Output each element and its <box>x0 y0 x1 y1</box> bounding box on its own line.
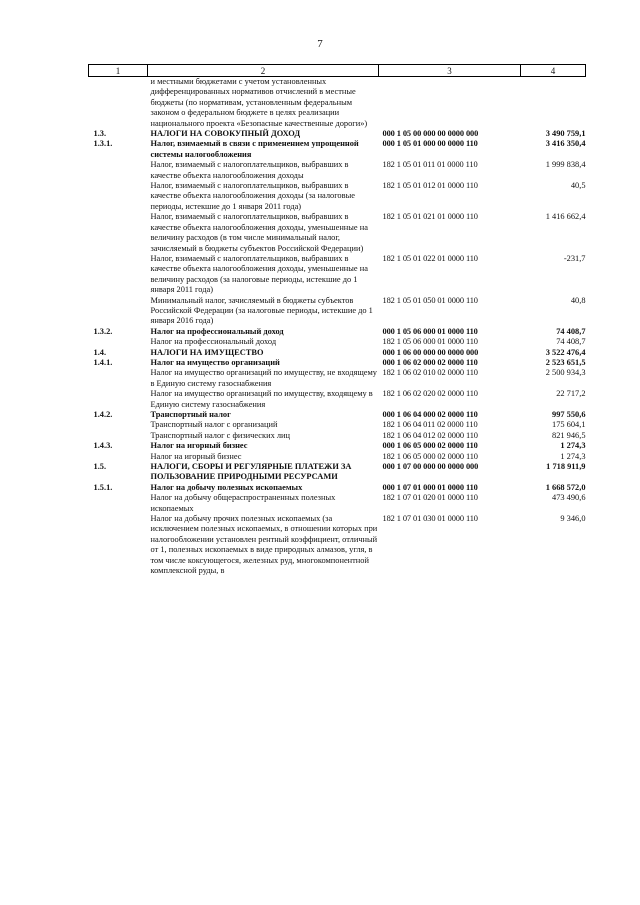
table-body <box>89 77 586 577</box>
row-code: 000 1 05 00 000 00 0000 000 <box>382 129 479 139</box>
row-number: 1.4.1. <box>93 357 113 367</box>
row-code: 182 1 07 01 020 01 0000 110 <box>382 493 478 503</box>
row-number <box>89 452 148 462</box>
row-code: 000 1 06 04 000 02 0000 110 <box>382 410 478 419</box>
row-number <box>89 493 148 514</box>
row-description: Транспортный налог с физических лиц <box>150 430 290 440</box>
row-code: 182 1 05 01 022 01 0000 110 <box>382 253 478 263</box>
row-amount: 3 416 350,4 <box>545 139 586 149</box>
table-row <box>89 254 586 296</box>
row-description: Налог на имущество организаций по имуществу, не входящему в Единую систему газоснабжения <box>150 368 377 388</box>
row-number <box>89 514 148 576</box>
row-amount: 997 550,6 <box>552 410 586 419</box>
row-description: Транспортный налог с организаций <box>150 420 278 430</box>
row-description: НАЛОГИ НА СОВОКУПНЫЙ ДОХОД <box>150 129 301 139</box>
row-description: Налог, взимаемый в связи с применением упрощенной системы налогообложения <box>150 139 359 159</box>
table-row <box>89 348 586 358</box>
table-row <box>89 181 586 212</box>
row-code: 182 1 06 02 010 02 0000 110 <box>382 368 478 378</box>
table-row <box>89 483 586 493</box>
row-amount: 74 408,7 <box>556 337 586 347</box>
row-code: 182 1 06 02 020 02 0000 110 <box>382 389 478 399</box>
row-code: 000 1 07 01 000 01 0000 110 <box>382 482 478 492</box>
row-code: 000 1 05 06 000 01 0000 110 <box>382 326 478 336</box>
table-header-row <box>89 65 586 77</box>
row-code: 000 1 06 02 000 02 0000 110 <box>382 357 478 367</box>
revenue-table <box>88 64 586 577</box>
row-number: 1.3. <box>93 129 107 139</box>
row-amount: 40,8 <box>570 295 586 305</box>
row-code: 182 1 05 06 000 01 0000 110 <box>382 337 478 347</box>
row-number <box>89 296 148 327</box>
table-row <box>89 514 586 576</box>
table-row <box>89 327 586 337</box>
row-description: Налог, взимаемый с налогоплательщиков, выбравших в качестве объекта налогообложения доходы <box>150 160 349 180</box>
table-row <box>89 368 586 389</box>
row-amount: 175 604,1 <box>552 420 586 430</box>
row-amount: 3 490 759,1 <box>545 129 586 139</box>
row-amount: 821 946,5 <box>552 430 586 440</box>
row-code: 182 1 05 01 021 01 0000 110 <box>382 212 478 222</box>
row-number: 1.5. <box>93 462 107 472</box>
row-amount: 1 416 662,4 <box>545 212 586 222</box>
row-description: Минимальный налог, зачисляемый в бюджеты субъектов Российской Федерации (за налоговые периоды, истекшие до 1 января 2016 года) <box>150 295 373 326</box>
row-code: 182 1 06 04 011 02 0000 110 <box>382 420 478 430</box>
row-code: 182 1 06 04 012 02 0000 110 <box>382 430 478 440</box>
row-description: Налог на добычу общераспространенных полезных ископаемых <box>150 493 336 513</box>
row-number <box>89 212 148 254</box>
row-code: 000 1 05 01 000 00 0000 110 <box>382 139 478 149</box>
column-header-2: 2 <box>148 65 379 77</box>
table-row <box>89 139 586 160</box>
row-amount: 74 408,7 <box>556 326 586 336</box>
row-amount: 2 523 651,5 <box>545 357 586 367</box>
row-amount: 1 274,3 <box>560 441 586 451</box>
row-amount: 1 999 838,4 <box>545 160 586 170</box>
row-code: 182 1 06 05 000 02 0000 110 <box>382 451 478 461</box>
row-description: Налог на добычу прочих полезных ископаемых (за исключением полезных ископаемых, в отношении которых при налогообложении установлен рентный коэффициент, отличный от 1, полезных ископаемых в виде природных алмазов, угля, в том числе коксующегося, железных руд, многокомпонентной комплексной руды, в <box>150 514 378 576</box>
table-row <box>89 441 586 451</box>
row-number: 1.4.3. <box>93 441 113 451</box>
row-description: Налог на профессиональный доход <box>150 326 284 336</box>
row-amount <box>521 77 586 130</box>
row-number <box>89 389 148 410</box>
row-code: 000 1 06 00 000 00 0000 000 <box>382 347 479 357</box>
table-row <box>89 389 586 410</box>
row-description: и местными бюджетами с учетом установленных дифференцированных нормативов отчислений в местные бюджеты (по нормативам, установленным федеральным законом о федеральном бюджете в целях реализации национального проекта «Безопасные качественные дороги») <box>150 77 368 128</box>
table-row <box>89 410 586 420</box>
row-amount: 3 522 476,4 <box>545 347 586 357</box>
table-row <box>89 160 586 181</box>
row-code: 182 1 05 01 011 01 0000 110 <box>382 160 478 170</box>
row-number: 1.3.2. <box>93 326 113 336</box>
row-code: 000 1 06 05 000 02 0000 110 <box>382 441 478 451</box>
row-description: Налог на игорный бизнес <box>150 451 242 461</box>
row-description: Налог на имущество организаций <box>150 357 280 367</box>
row-amount: 1 274,3 <box>560 451 586 461</box>
row-description: Налог на игорный бизнес <box>150 441 248 451</box>
row-number <box>89 77 148 130</box>
row-description: Налог на профессиональный доход <box>150 337 277 347</box>
row-amount: 22 717,2 <box>556 389 586 399</box>
row-amount: 1 718 911,9 <box>546 462 586 472</box>
row-description: НАЛОГИ НА ИМУЩЕСТВО <box>150 347 264 357</box>
row-number <box>89 420 148 430</box>
row-description: Налог, взимаемый с налогоплательщиков, выбравших в качестве объекта налогообложения доходы, уменьшенные на величину расходов (в том числе минимальный налог, зачисляемый в бюджеты субъектов Российской Федерации) <box>150 212 368 253</box>
table-row <box>89 462 586 483</box>
row-description: НАЛОГИ, СБОРЫ И РЕГУЛЯРНЫЕ ПЛАТЕЖИ ЗА ПОЛЬЗОВАНИЕ ПРИРОДНЫМИ РЕСУРСАМИ <box>150 462 352 482</box>
column-header-3: 3 <box>379 65 521 77</box>
column-header-1: 1 <box>89 65 148 77</box>
table-row <box>89 452 586 462</box>
row-number <box>89 337 148 347</box>
row-number <box>89 431 148 441</box>
table-row <box>89 420 586 430</box>
row-description: Транспортный налог <box>150 410 231 419</box>
row-description: Налог, взимаемый с налогоплательщиков, выбравших в качестве объекта налогообложения доходы (за налоговые периоды, истекшие до 1 января 2011 года) <box>150 181 355 211</box>
table-row <box>89 129 586 139</box>
row-number <box>89 160 148 181</box>
row-amount: 40,5 <box>570 181 586 191</box>
row-amount: 9 346,0 <box>560 514 586 524</box>
table-row <box>89 337 586 347</box>
row-number: 1.5.1. <box>93 482 113 492</box>
row-amount: 473 490,6 <box>552 493 586 503</box>
table-row <box>89 212 586 254</box>
table-row <box>89 431 586 441</box>
row-code: 182 1 05 01 050 01 0000 110 <box>382 295 478 305</box>
row-number <box>89 368 148 389</box>
table-row <box>89 358 586 368</box>
row-code <box>379 77 521 130</box>
column-header-4: 4 <box>521 65 586 77</box>
row-number: 1.4.2. <box>93 410 113 419</box>
table-row <box>89 77 586 130</box>
row-number: 1.3.1. <box>93 139 113 149</box>
row-number <box>89 181 148 212</box>
page-number: 7 <box>317 38 323 50</box>
row-number <box>89 254 148 296</box>
row-amount: -231,7 <box>563 253 586 263</box>
row-code: 182 1 07 01 030 01 0000 110 <box>382 514 478 524</box>
row-description: Налог, взимаемый с налогоплательщиков, выбравших в качестве объекта налогообложения доходы, уменьшенные на величину расходов (за налоговые периоды, истекшие до 1 января 2011 года) <box>150 253 368 295</box>
row-amount: 1 668 572,0 <box>545 482 586 492</box>
row-code: 000 1 07 00 000 00 0000 000 <box>382 462 479 472</box>
table-row <box>89 493 586 514</box>
table-row <box>89 296 586 327</box>
row-description: Налог на имущество организаций по имуществу, входящему в Единую систему газоснабжения <box>150 389 373 409</box>
row-code: 182 1 05 01 012 01 0000 110 <box>382 181 478 191</box>
row-number: 1.4. <box>93 347 107 357</box>
row-description: Налог на добычу полезных ископаемых <box>150 482 303 492</box>
row-amount: 2 500 934,3 <box>545 368 586 378</box>
